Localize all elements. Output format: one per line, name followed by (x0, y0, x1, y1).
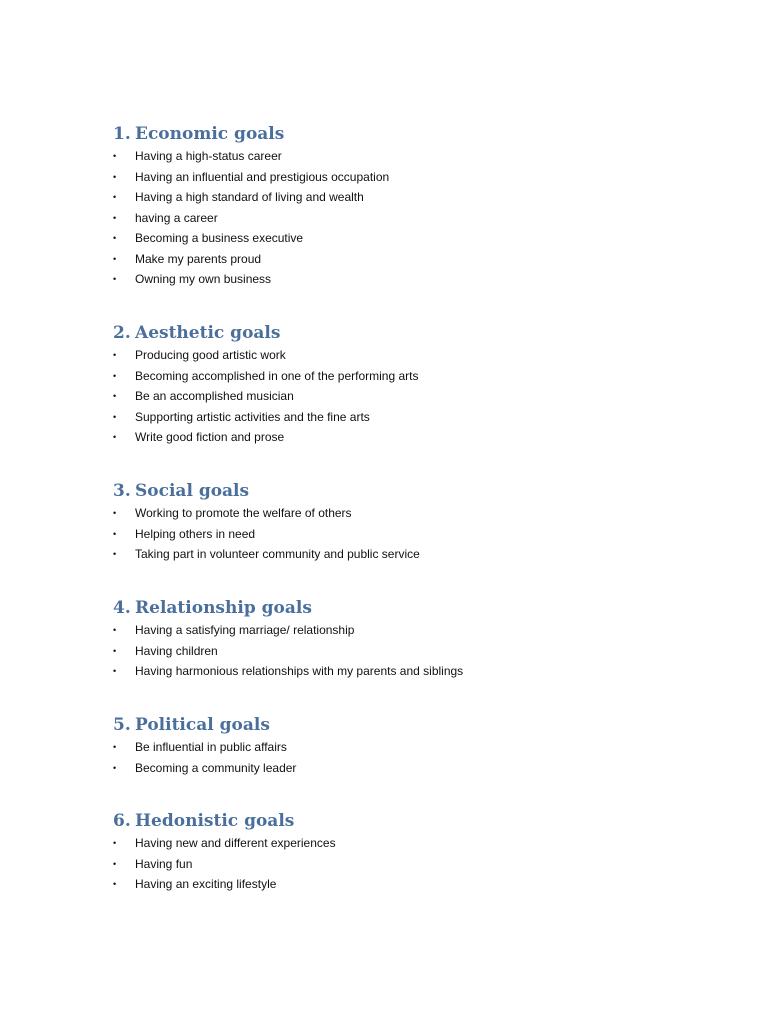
bullet-icon: • (113, 508, 117, 518)
section-number: 5. (113, 715, 131, 735)
list-item (113, 228, 713, 249)
bullet-icon: • (113, 233, 117, 243)
list-item-text: Becoming a community leader (135, 760, 297, 775)
bullet-icon: • (113, 645, 117, 656)
bullet-icon: • (113, 625, 117, 635)
list-item (113, 641, 713, 662)
list-item (113, 167, 713, 188)
list-item-text: Helping others in need (135, 526, 256, 541)
list-item (113, 249, 713, 270)
bullet-icon: • (113, 274, 117, 284)
section-number: 6. (113, 811, 131, 831)
section-heading (113, 809, 713, 833)
section-title: Relationship goals (135, 598, 312, 618)
list-item-text: Be influential in public affairs (135, 740, 287, 754)
bullet-icon: • (113, 742, 117, 752)
bullet-icon: • (113, 549, 117, 559)
list-item (113, 661, 713, 682)
section-heading (113, 122, 713, 146)
section-heading (113, 596, 713, 620)
section-aesthetic-goals (113, 321, 713, 448)
list-item (113, 269, 713, 290)
section-heading (113, 321, 713, 345)
list-item-text: Having harmonious relationships with my parents and siblings (135, 664, 464, 678)
bullet-icon: • (113, 411, 117, 422)
section-heading (113, 479, 713, 503)
list-item (113, 187, 713, 208)
list-item-text: Write good fiction and prose (135, 430, 285, 444)
section-title: Social goals (135, 481, 250, 501)
list-item-text: Having children (135, 643, 218, 658)
section-political-goals (113, 713, 713, 778)
section-title: Aesthetic goals (135, 323, 281, 343)
bullet-icon: • (113, 858, 117, 869)
list-item (113, 208, 713, 229)
bullet-icon: • (113, 253, 117, 264)
list-item-text: Taking part in volunteer community and public service (135, 547, 420, 561)
list-item-text: Working to promote the welfare of others (135, 506, 352, 520)
bullet-icon: • (113, 666, 117, 676)
list-item-text: Having a satisfying marriage/ relationship (135, 623, 355, 637)
list-item (113, 345, 713, 366)
section-social-goals (113, 479, 713, 565)
bullet-icon: • (113, 391, 117, 401)
section-number: 3. (113, 481, 131, 501)
list-item-text: Having new and different experiences (135, 836, 336, 850)
bullet-icon: • (113, 838, 117, 848)
bullet-icon: • (113, 528, 117, 539)
list-item (113, 758, 713, 779)
list-item (113, 737, 713, 758)
section-hedonistic-goals (113, 809, 713, 895)
list-item (113, 620, 713, 641)
list-item (113, 386, 713, 407)
section-number: 1. (113, 124, 131, 144)
section-economic-goals (113, 122, 713, 290)
bullet-icon: • (113, 151, 117, 161)
bullet-icon: • (113, 192, 117, 202)
section-heading (113, 713, 713, 737)
goal-list (113, 345, 713, 448)
list-item-text: Supporting artistic activities and the fine arts (135, 409, 370, 424)
list-item-text: Having a high standard of living and wealth (135, 190, 364, 204)
section-number: 2. (113, 323, 131, 343)
bullet-icon: • (113, 350, 117, 360)
list-item-text: Becoming a business executive (135, 231, 304, 245)
bullet-icon: • (113, 212, 117, 223)
list-item-text: Becoming accomplished in one of the performing arts (135, 368, 419, 383)
bullet-icon: • (113, 171, 117, 182)
section-title: Political goals (135, 715, 270, 735)
list-item (113, 544, 713, 565)
list-item (113, 503, 713, 524)
goal-list (113, 620, 713, 682)
list-item (113, 427, 713, 448)
bullet-icon: • (113, 370, 117, 381)
list-item-text: Producing good artistic work (135, 348, 286, 362)
goal-list (113, 737, 713, 778)
section-number: 4. (113, 598, 131, 618)
list-item-text: Having an exciting lifestyle (135, 877, 277, 891)
list-item (113, 524, 713, 545)
list-item (113, 833, 713, 854)
goal-list (113, 833, 713, 895)
bullet-icon: • (113, 762, 117, 773)
list-item (113, 407, 713, 428)
section-title: Economic goals (135, 124, 285, 144)
list-item (113, 854, 713, 875)
goal-list (113, 146, 713, 290)
list-item-text: Make my parents proud (135, 251, 262, 266)
list-item-text: Having an influential and prestigious occupation (135, 169, 390, 184)
bullet-icon: • (113, 879, 117, 889)
section-relationship-goals (113, 596, 713, 682)
list-item (113, 146, 713, 167)
list-item (113, 874, 713, 895)
goal-list (113, 503, 713, 565)
list-item-text: having a career (135, 210, 218, 225)
bullet-icon: • (113, 432, 117, 442)
list-item-text: Having fun (135, 856, 193, 871)
list-item-text: Having a high-status career (135, 149, 282, 163)
list-item-text: Be an accomplished musician (135, 389, 294, 403)
list-item-text: Owning my own business (135, 272, 272, 286)
list-item (113, 366, 713, 387)
section-title: Hedonistic goals (135, 811, 295, 831)
